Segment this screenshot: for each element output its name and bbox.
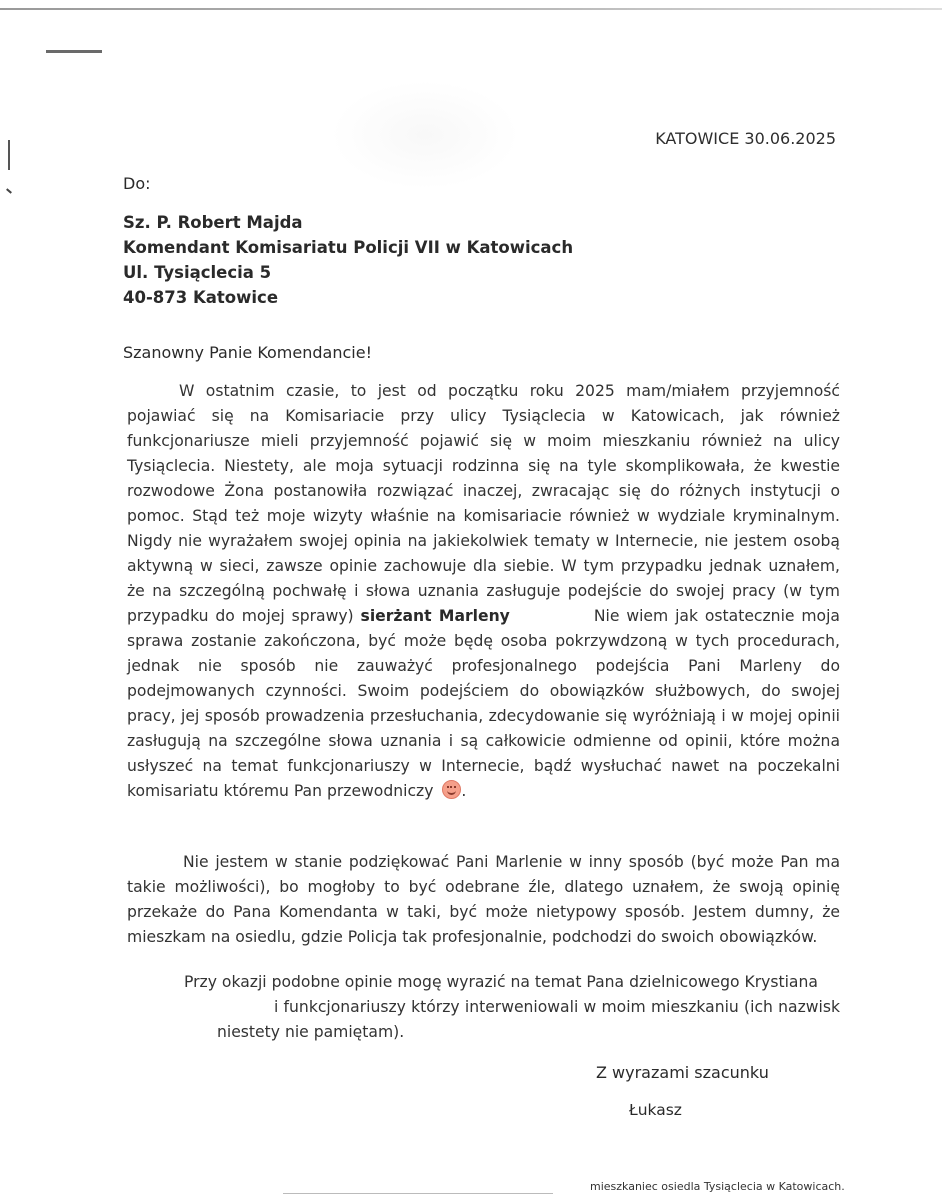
to-label: Do: [123,174,151,193]
paragraph-3 [127,970,840,1045]
paragraph-3-rest: i funkcjonariuszy którzy interweniowali w moim mieszkaniu (ich nazwisk niestety nie pamiętam). [217,998,840,1041]
paragraph-2: Nie jestem w stanie podziękować Pani Marlenie w inny sposób (być może Pan ma takie możliwości), bo mogłoby to być odebrane źle, dlatego uznałem, że swoją opinię przekaże do Pana Komendanta w taki, być może nietypowy sposób. Jestem dumny, że mieszkam na osiedlu, gdzie Policja tak profesjonalnie, podchodzi do swoich obowiązków. [127,853,840,946]
paragraph-1-text-b: Nie wiem jak ostatecznie moja sprawa zostanie zakończona, być może będę osoba pokrzywdzoną w tych procedurach, jednak nie sposób nie zauważyć profesjonalnego podejścia Pani Marleny do podejmowanych czynności. Swoim podejściem do obowiązków służbowych, do swojej pracy, jej sposób prowadzenia przesłuchania, zdecydowanie się wyróżniają i w mojej opinii zasługują na szczególne słowa uznania i są całkowicie odmienne od opinii, które można usłyszeć na temat funkcjonariuszy w Internecie, bądź wysłuchać nawet na poczekalni komisariatu któremu Pan przewodniczy [127,607,840,800]
recipient-address [123,210,573,310]
redaction-smudge [330,80,520,190]
scan-edge-top [0,8,942,10]
paragraph-3-line-1: Przy okazji podobne opinie mogę wyrazić na temat Pana dzielnicowego Krystiana [184,973,818,991]
letter-date: KATOWICE 30.06.2025 [655,129,836,148]
smiley-icon [442,780,461,799]
footer-note: mieszkaniec osiedla Tysiąclecia w Katowicach. [590,1180,845,1193]
paragraph-1-end: . [461,782,467,800]
recipient-line-title: Komendant Komisariatu Policji VII w Katowicach [123,238,574,257]
closing: Z wyrazami szacunku [596,1063,769,1082]
paragraph-1-bold-name: sierżant Marleny [360,607,510,625]
scan-edge-bottom [283,1193,553,1194]
recipient-line-name: Sz. P. Robert Majda [123,213,303,232]
scan-mark [46,50,102,53]
paragraph-1 [127,379,840,804]
paragraph-1-text-a: W ostatnim czasie, to jest od początku roku 2025 mam/miałem przyjemność pojawiać się na Komisariacie przy ulicy Tysiąclecia w Katowicach, jak również funkcjonariusze mieli przyjemność pojawić się w moim mieszkaniu również na ulicy Tysiąclecia. Niestety, ale moja sytuacji rodzinna się na tyle skomplikowała, że kwestie rozwodowe Żona postanowiła rozwiązać inaczej, zwracając się do różnych instytucji o pomoc. Stąd też moje wizyty właśnie na komisariacie również w wydziale kryminalnym. Nigdy nie wyrażałem swojej opinia na jakiekolwiek tematy w Internecie, nie jestem osobą aktywną w sieci, zawsze opinie zachowuje dla siebie. W tym przypadku jednak uznałem, że na szczególną pochwałę i słowa uznania zasługuje podejście do swojej pracy (w tym przypadku do mojej sprawy) [127,382,840,625]
recipient-line-street: Ul. Tysiąclecia 5 [123,263,272,282]
signature: Łukasz [629,1101,682,1119]
recipient-line-city: 40-873 Katowice [123,288,279,307]
scan-mark-left-small [6,188,12,193]
scan-mark-left [8,140,10,170]
greeting: Szanowny Panie Komendancie! [123,343,372,362]
